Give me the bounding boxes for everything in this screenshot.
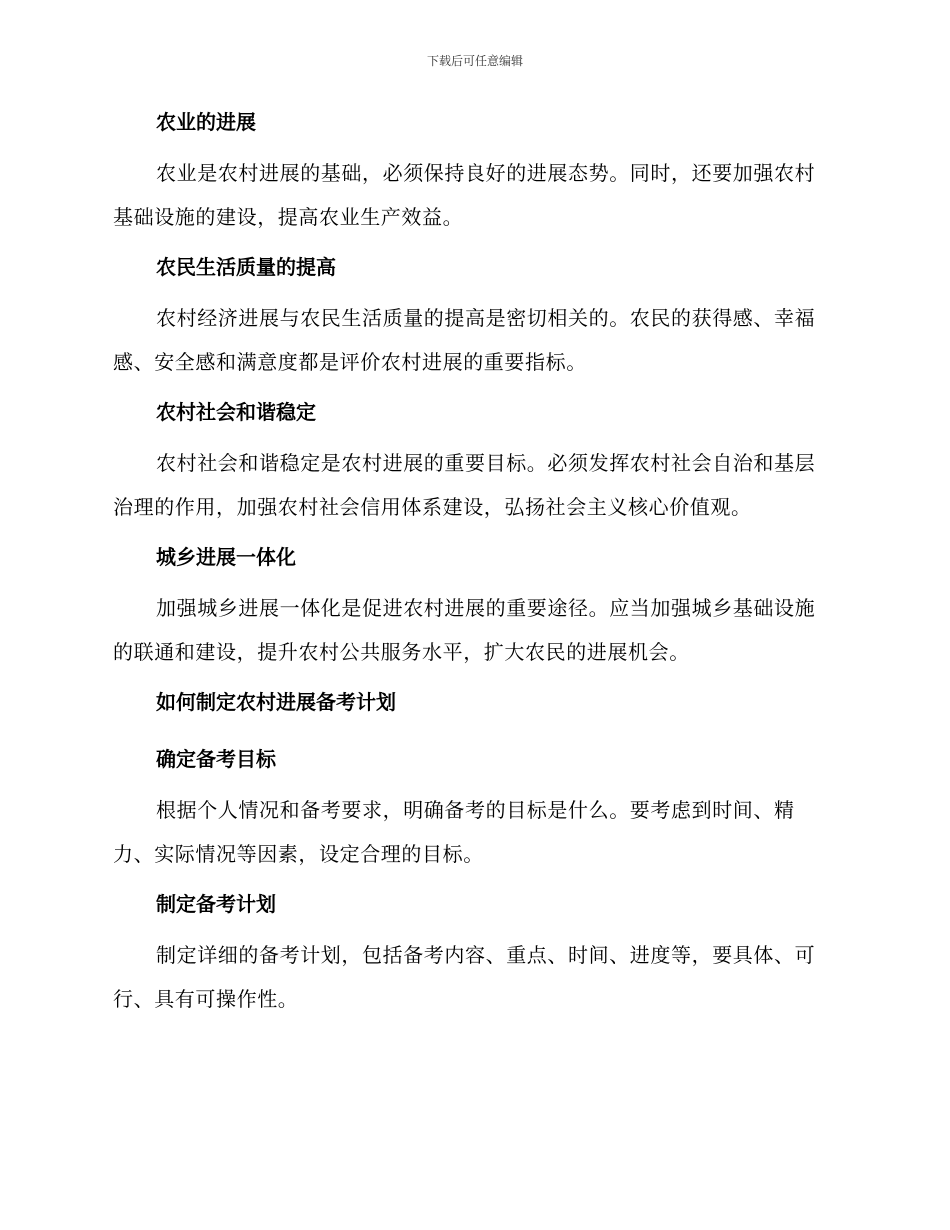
paragraph-set-goals: 根据个人情况和备考要求，明确备考的目标是什么。要考虑到时间、精力、实际情况等因素，设定合理的目标。 [113, 798, 795, 866]
section-heading-make-plan: 制定备考计划 [156, 892, 276, 916]
document-body [113, 108, 835, 1021]
paragraph-rural-harmony: 农村社会和谐稳定是农村进展的重要目标。必须发挥农村社会自治和基层治理的作用，加强农村社会信用体系建设，弘扬社会主义核心价值观。 [113, 451, 816, 519]
paragraph-farmer-life-quality: 农村经济进展与农民生活质量的提高是密切相关的。农民的获得感、幸福感、安全感和满意度都是评价农村进展的重要指标。 [113, 306, 816, 374]
paragraph-agriculture: 农业是农村进展的基础，必须保持良好的进展态势。同时，还要加强农村基础设施的建设，提高农业生产效益。 [113, 161, 816, 229]
section-heading-agriculture: 农业的进展 [156, 110, 256, 134]
paragraph-make-plan: 制定详细的备考计划，包括备考内容、重点、时间、进度等，要具体、可行、具有可操作性。 [113, 943, 816, 1011]
section-heading-rural-harmony: 农村社会和谐稳定 [156, 400, 316, 424]
section-heading-set-goals: 确定备考目标 [156, 747, 276, 771]
section-heading-farmer-life-quality: 农民生活质量的提高 [156, 255, 336, 279]
section-heading-urban-rural-integration: 城乡进展一体化 [156, 545, 296, 569]
page-header: 下载后可任意编辑 [426, 54, 523, 68]
section-heading-study-plan: 如何制定农村进展备考计划 [156, 690, 396, 714]
paragraph-urban-rural-integration: 加强城乡进展一体化是促进农村进展的重要途径。应当加强城乡基础设施的联通和建设，提升农村公共服务水平，扩大农民的进展机会。 [113, 596, 816, 664]
